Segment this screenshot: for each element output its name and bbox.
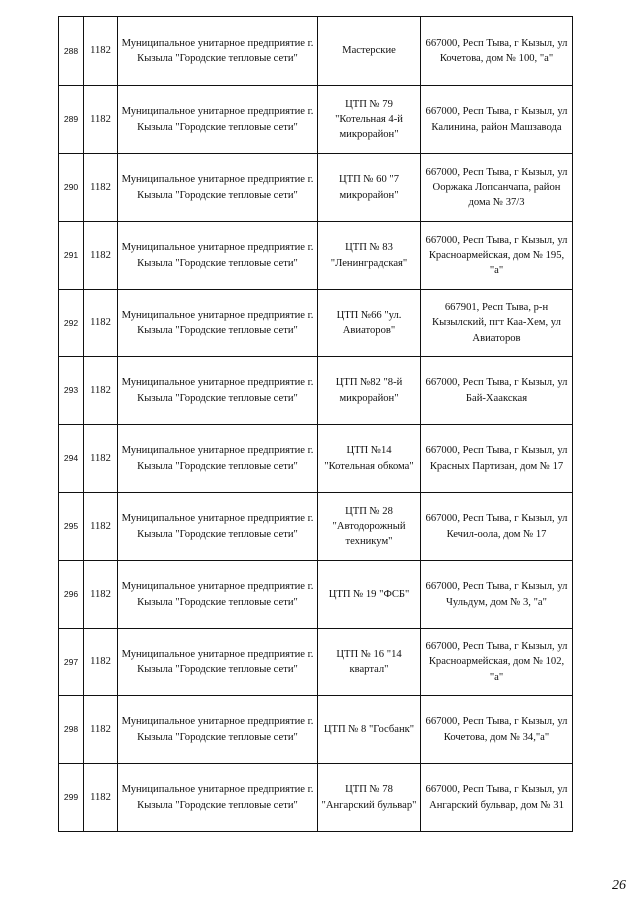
table-row (59, 696, 573, 764)
organization-cell: Муниципальное унитарное предприятие г. Кызыла "Городские тепловые сети" (118, 425, 318, 493)
row-number-cell: 299 (59, 764, 84, 832)
row-number-cell: 289 (59, 86, 84, 154)
row-number-cell: 290 (59, 154, 84, 222)
code-cell: 1182 (84, 561, 118, 629)
registry-table-body (59, 17, 573, 832)
row-number-cell: 294 (59, 425, 84, 493)
table-row (59, 425, 573, 493)
object-cell: ЦТП № 28 "Автодорожный техникум" (318, 493, 421, 561)
address-cell: 667000, Респ Тыва, г Кызыл, ул Кочетова, дом № 34,"а" (421, 696, 573, 764)
table-row (59, 493, 573, 561)
organization-cell: Муниципальное унитарное предприятие г. Кызыла "Городские тепловые сети" (118, 629, 318, 696)
object-cell: ЦТП №82 "8-й микрорайон" (318, 357, 421, 425)
object-cell: ЦТП № 19 "ФСБ" (318, 561, 421, 629)
table-row (59, 629, 573, 696)
row-number-cell: 296 (59, 561, 84, 629)
organization-cell: Муниципальное унитарное предприятие г. Кызыла "Городские тепловые сети" (118, 17, 318, 86)
table-row (59, 17, 573, 86)
address-cell: 667000, Респ Тыва, г Кызыл, ул Бай-Хаакская (421, 357, 573, 425)
object-cell: ЦТП № 60 "7 микрорайон" (318, 154, 421, 222)
address-cell: 667000, Респ Тыва, г Кызыл, ул Чульдум, дом № 3, "а" (421, 561, 573, 629)
organization-cell: Муниципальное унитарное предприятие г. Кызыла "Городские тепловые сети" (118, 561, 318, 629)
organization-cell: Муниципальное унитарное предприятие г. Кызыла "Городские тепловые сети" (118, 154, 318, 222)
address-cell: 667000, Респ Тыва, г Кызыл, ул Кечил-оола, дом № 17 (421, 493, 573, 561)
table-row (59, 222, 573, 290)
object-cell: ЦТП № 83 "Ленинградская" (318, 222, 421, 290)
code-cell: 1182 (84, 154, 118, 222)
object-cell: ЦТП № 8 "Госбанк" (318, 696, 421, 764)
row-number-cell: 292 (59, 290, 84, 357)
object-cell: ЦТП № 78 "Ангарский бульвар" (318, 764, 421, 832)
organization-cell: Муниципальное унитарное предприятие г. Кызыла "Городские тепловые сети" (118, 357, 318, 425)
row-number-cell: 291 (59, 222, 84, 290)
object-cell: Мастерские (318, 17, 421, 86)
code-cell: 1182 (84, 86, 118, 154)
code-cell: 1182 (84, 17, 118, 86)
code-cell: 1182 (84, 629, 118, 696)
address-cell: 667000, Респ Тыва, г Кызыл, ул Калинина, район Машзавода (421, 86, 573, 154)
address-cell: 667000, Респ Тыва, г Кызыл, ул Красных Партизан, дом № 17 (421, 425, 573, 493)
organization-cell: Муниципальное унитарное предприятие г. Кызыла "Городские тепловые сети" (118, 696, 318, 764)
registry-table (58, 16, 573, 832)
code-cell: 1182 (84, 493, 118, 561)
row-number-cell: 297 (59, 629, 84, 696)
row-number-cell: 295 (59, 493, 84, 561)
organization-cell: Муниципальное унитарное предприятие г. Кызыла "Городские тепловые сети" (118, 764, 318, 832)
organization-cell: Муниципальное унитарное предприятие г. Кызыла "Городские тепловые сети" (118, 222, 318, 290)
table-row (59, 764, 573, 832)
code-cell: 1182 (84, 357, 118, 425)
table-row (59, 86, 573, 154)
address-cell: 667000, Респ Тыва, г Кызыл, ул Кочетова, дом № 100, "а" (421, 17, 573, 86)
code-cell: 1182 (84, 764, 118, 832)
object-cell: ЦТП №66 "ул. Авиаторов" (318, 290, 421, 357)
address-cell: 667000, Респ Тыва, г Кызыл, ул Ооржака Лопсанчапа, район дома № 37/3 (421, 154, 573, 222)
object-cell: ЦТП № 79 "Котельная 4-й микрорайон" (318, 86, 421, 154)
address-cell: 667000, Респ Тыва, г Кызыл, ул Ангарский бульвар, дом № 31 (421, 764, 573, 832)
organization-cell: Муниципальное унитарное предприятие г. Кызыла "Городские тепловые сети" (118, 86, 318, 154)
page-number: 26 (612, 878, 626, 893)
address-cell: 667000, Респ Тыва, г Кызыл, ул Красноармейская, дом № 102, "а" (421, 629, 573, 696)
object-cell: ЦТП №14 "Котельная обкома" (318, 425, 421, 493)
row-number-cell: 293 (59, 357, 84, 425)
address-cell: 667901, Респ Тыва, р-н Кызылский, пгт Каа-Хем, ул Авиаторов (421, 290, 573, 357)
code-cell: 1182 (84, 696, 118, 764)
organization-cell: Муниципальное унитарное предприятие г. Кызыла "Городские тепловые сети" (118, 290, 318, 357)
table-row (59, 357, 573, 425)
code-cell: 1182 (84, 222, 118, 290)
table-row (59, 290, 573, 357)
organization-cell: Муниципальное унитарное предприятие г. Кызыла "Городские тепловые сети" (118, 493, 318, 561)
object-cell: ЦТП № 16 "14 квартал" (318, 629, 421, 696)
row-number-cell: 298 (59, 696, 84, 764)
table-row (59, 154, 573, 222)
row-number-cell: 288 (59, 17, 84, 86)
code-cell: 1182 (84, 290, 118, 357)
table-row (59, 561, 573, 629)
address-cell: 667000, Респ Тыва, г Кызыл, ул Красноармейская, дом № 195, "а" (421, 222, 573, 290)
code-cell: 1182 (84, 425, 118, 493)
